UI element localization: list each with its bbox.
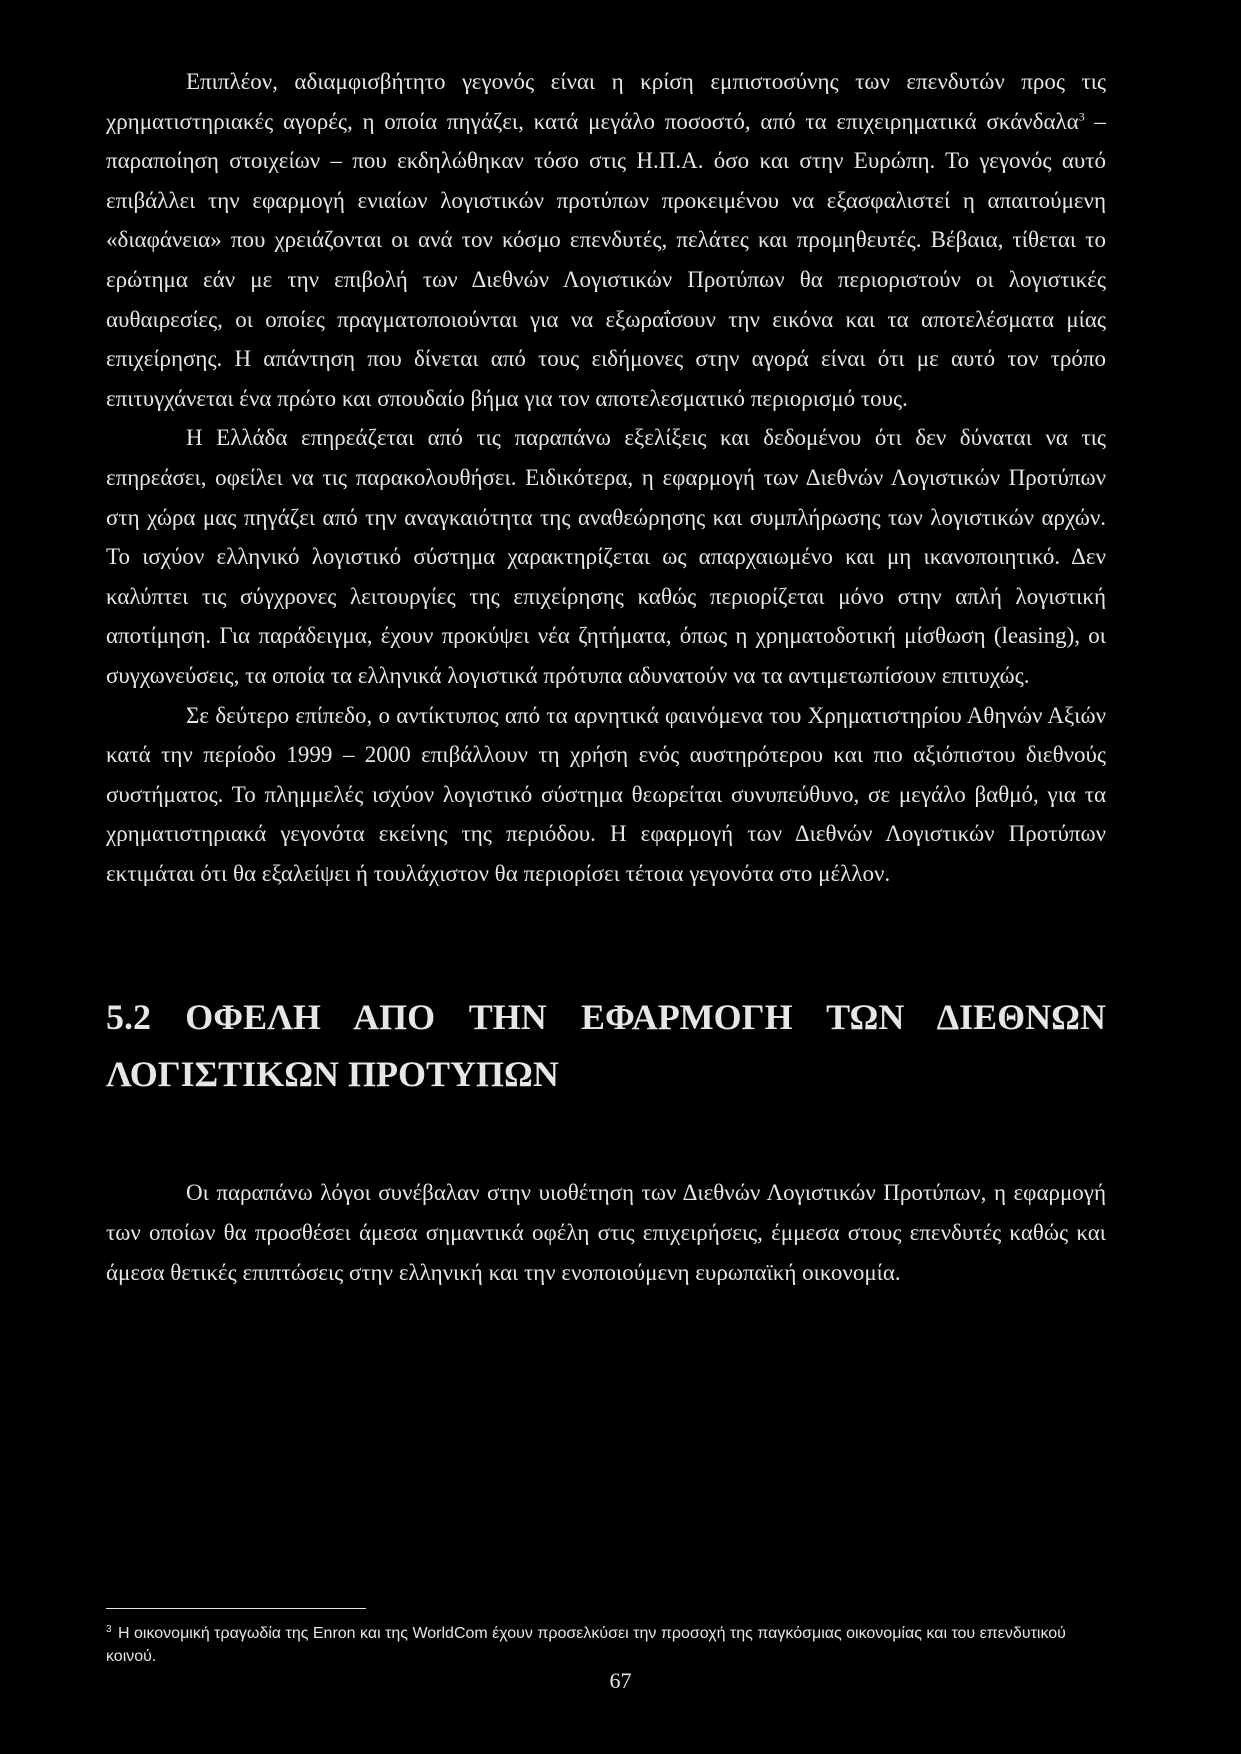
page-number: 67 — [609, 1668, 632, 1693]
paragraph-4: Οι παραπάνω λόγοι συνέβαλαν στην υιοθέτηση των Διεθνών Λογιστικών Προτύπων, η εφαρμογή των οποίων θα προσθέσει άμεσα σημαντικά οφέλη στις επιχειρήσεις, έμμεσα στους επενδυτές καθώς και άμεσα θετικές επιπτώσεις στην ελληνική και την ενοποιούμενη ευρωπαϊκή οικονομία. — [106, 1180, 1106, 1285]
footnote-reference: 3 — [1078, 108, 1085, 123]
footnote-mark: 3 — [106, 1623, 112, 1635]
paragraph-2: Η Ελλάδα επηρεάζεται από τις παραπάνω εξελίξεις και δεδομένου ότι δεν δύναται να τις επηρεάσει, οφείλει να τις παρακολουθήσει. Ειδικότερα, η εφαρμογή των Διεθνών Λογιστικών Προτύπων στη χώρα μας πηγάζει από την αναγκαιότητα της αναθεώρησης και συμπλήρωσης των λογιστικών αρχών. Το ισχύον ελληνικό λογιστικό σύστημα χαρακτηρίζεται ως απαρχαιωμένο και μη ικανοποιητικό. Δεν καλύπτει τις σύγχρονες λειτουργίες της επιχείρησης καθώς περιορίζεται μόνο στην απλή λογιστική αποτίμηση. Για παράδειγμα, έχουν προκύψει νέα ζητήματα, όπως η χρηματοδοτική μίσθωση (leasing), οι συγχωνεύσεις, τα οποία τα ελληνικά λογιστικά πρότυπα αδυνατούν να τα αντιμετωπίσουν επιτυχώς. — [106, 425, 1106, 688]
section-heading-line-1: 5.2 ΟΦΕΛΗ ΑΠΟ ΤΗΝ ΕΦΑΡΜΟΓΗ ΤΩΝ ΔΙΕΘΝΩΝ — [106, 997, 1106, 1038]
paragraph-3: Σε δεύτερο επίπεδο, ο αντίκτυπος από τα αρνητικά φαινόμενα του Χρηματιστηρίου Αθηνών Αξιών κατά την περίοδο 1999 – 2000 επιβάλλουν τη χρήση ενός αυστηρότερου και πιο αξιόπιστου διεθνούς συστήματος. Το πλημμελές ισχύον λογιστικό σύστημα θεωρείται συνυπεύθυνο, σε μεγάλο βαθμό, για τα χρηματιστηριακά γεγονότα εκείνης της περιόδου. Η εφαρμογή των Διεθνών Λογιστικών Προτύπων εκτιμάται ότι θα εξαλείψει ή τουλάχιστον θα περιορίσει τέτοια γεγονότα στο μέλλον. — [106, 702, 1106, 886]
paragraph-1-text-b: – παραποίηση στοιχείων – που εκδηλώθηκαν τόσο στις Η.Π.Α. όσο και στην Ευρώπη. Το γεγονός αυτό επιβάλλει την εφαρμογή ενιαίων λογιστικών προτύπων προκειμένου να εξασφαλιστεί η απαιτούμενη «διαφάνεια» που χρειάζονται οι ανά τον κόσμο επενδυτές, πελάτες και προμηθευτές. Βέβαια, τίθεται το ερώτημα εάν με την επιβολή των Διεθνών Λογιστικών Προτύπων θα περιοριστούν οι λογιστικές αυθαιρεσίες, οι οποίες πραγματοποιούνται για να εξωραΐσουν την εικόνα και τα αποτελέσματα μίας επιχείρησης. Η απάντηση που δίνεται από τους ειδήμονες στην αγορά είναι ότι με αυτό τον τρόπο επιτυγχάνεται ένα πρώτο και σπουδαίο βήμα για τον αποτελεσματικό περιορισμό τους. — [106, 108, 1106, 411]
footnote-divider — [106, 1608, 366, 1609]
section-heading-line-2: ΛΟΓΙΣΤΙΚΩΝ ΠΡΟΤΥΠΩΝ — [106, 1054, 559, 1095]
footnote — [106, 1622, 1106, 1668]
paragraph-1-text-a: Επιπλέον, αδιαμφισβήτητο γεγονός είναι η κρίση εμπιστοσύνης των επενδυτών προς τις χρηματιστηριακές αγορές, η οποία πηγάζει, κατά μεγάλο ποσοστό, από τα επιχειρηματικά σκάνδαλα — [106, 69, 1106, 134]
paragraph-1 — [106, 62, 1106, 418]
footnote-text: Η οικονομική τραγωδία της Enron και της WorldCom έχουν προσελκύσει την προσοχή της παγκόσμιας οικονομίας και του επενδυτικού κοινού. — [106, 1625, 1066, 1665]
document-body — [106, 62, 1106, 1292]
section-heading — [106, 989, 1106, 1103]
